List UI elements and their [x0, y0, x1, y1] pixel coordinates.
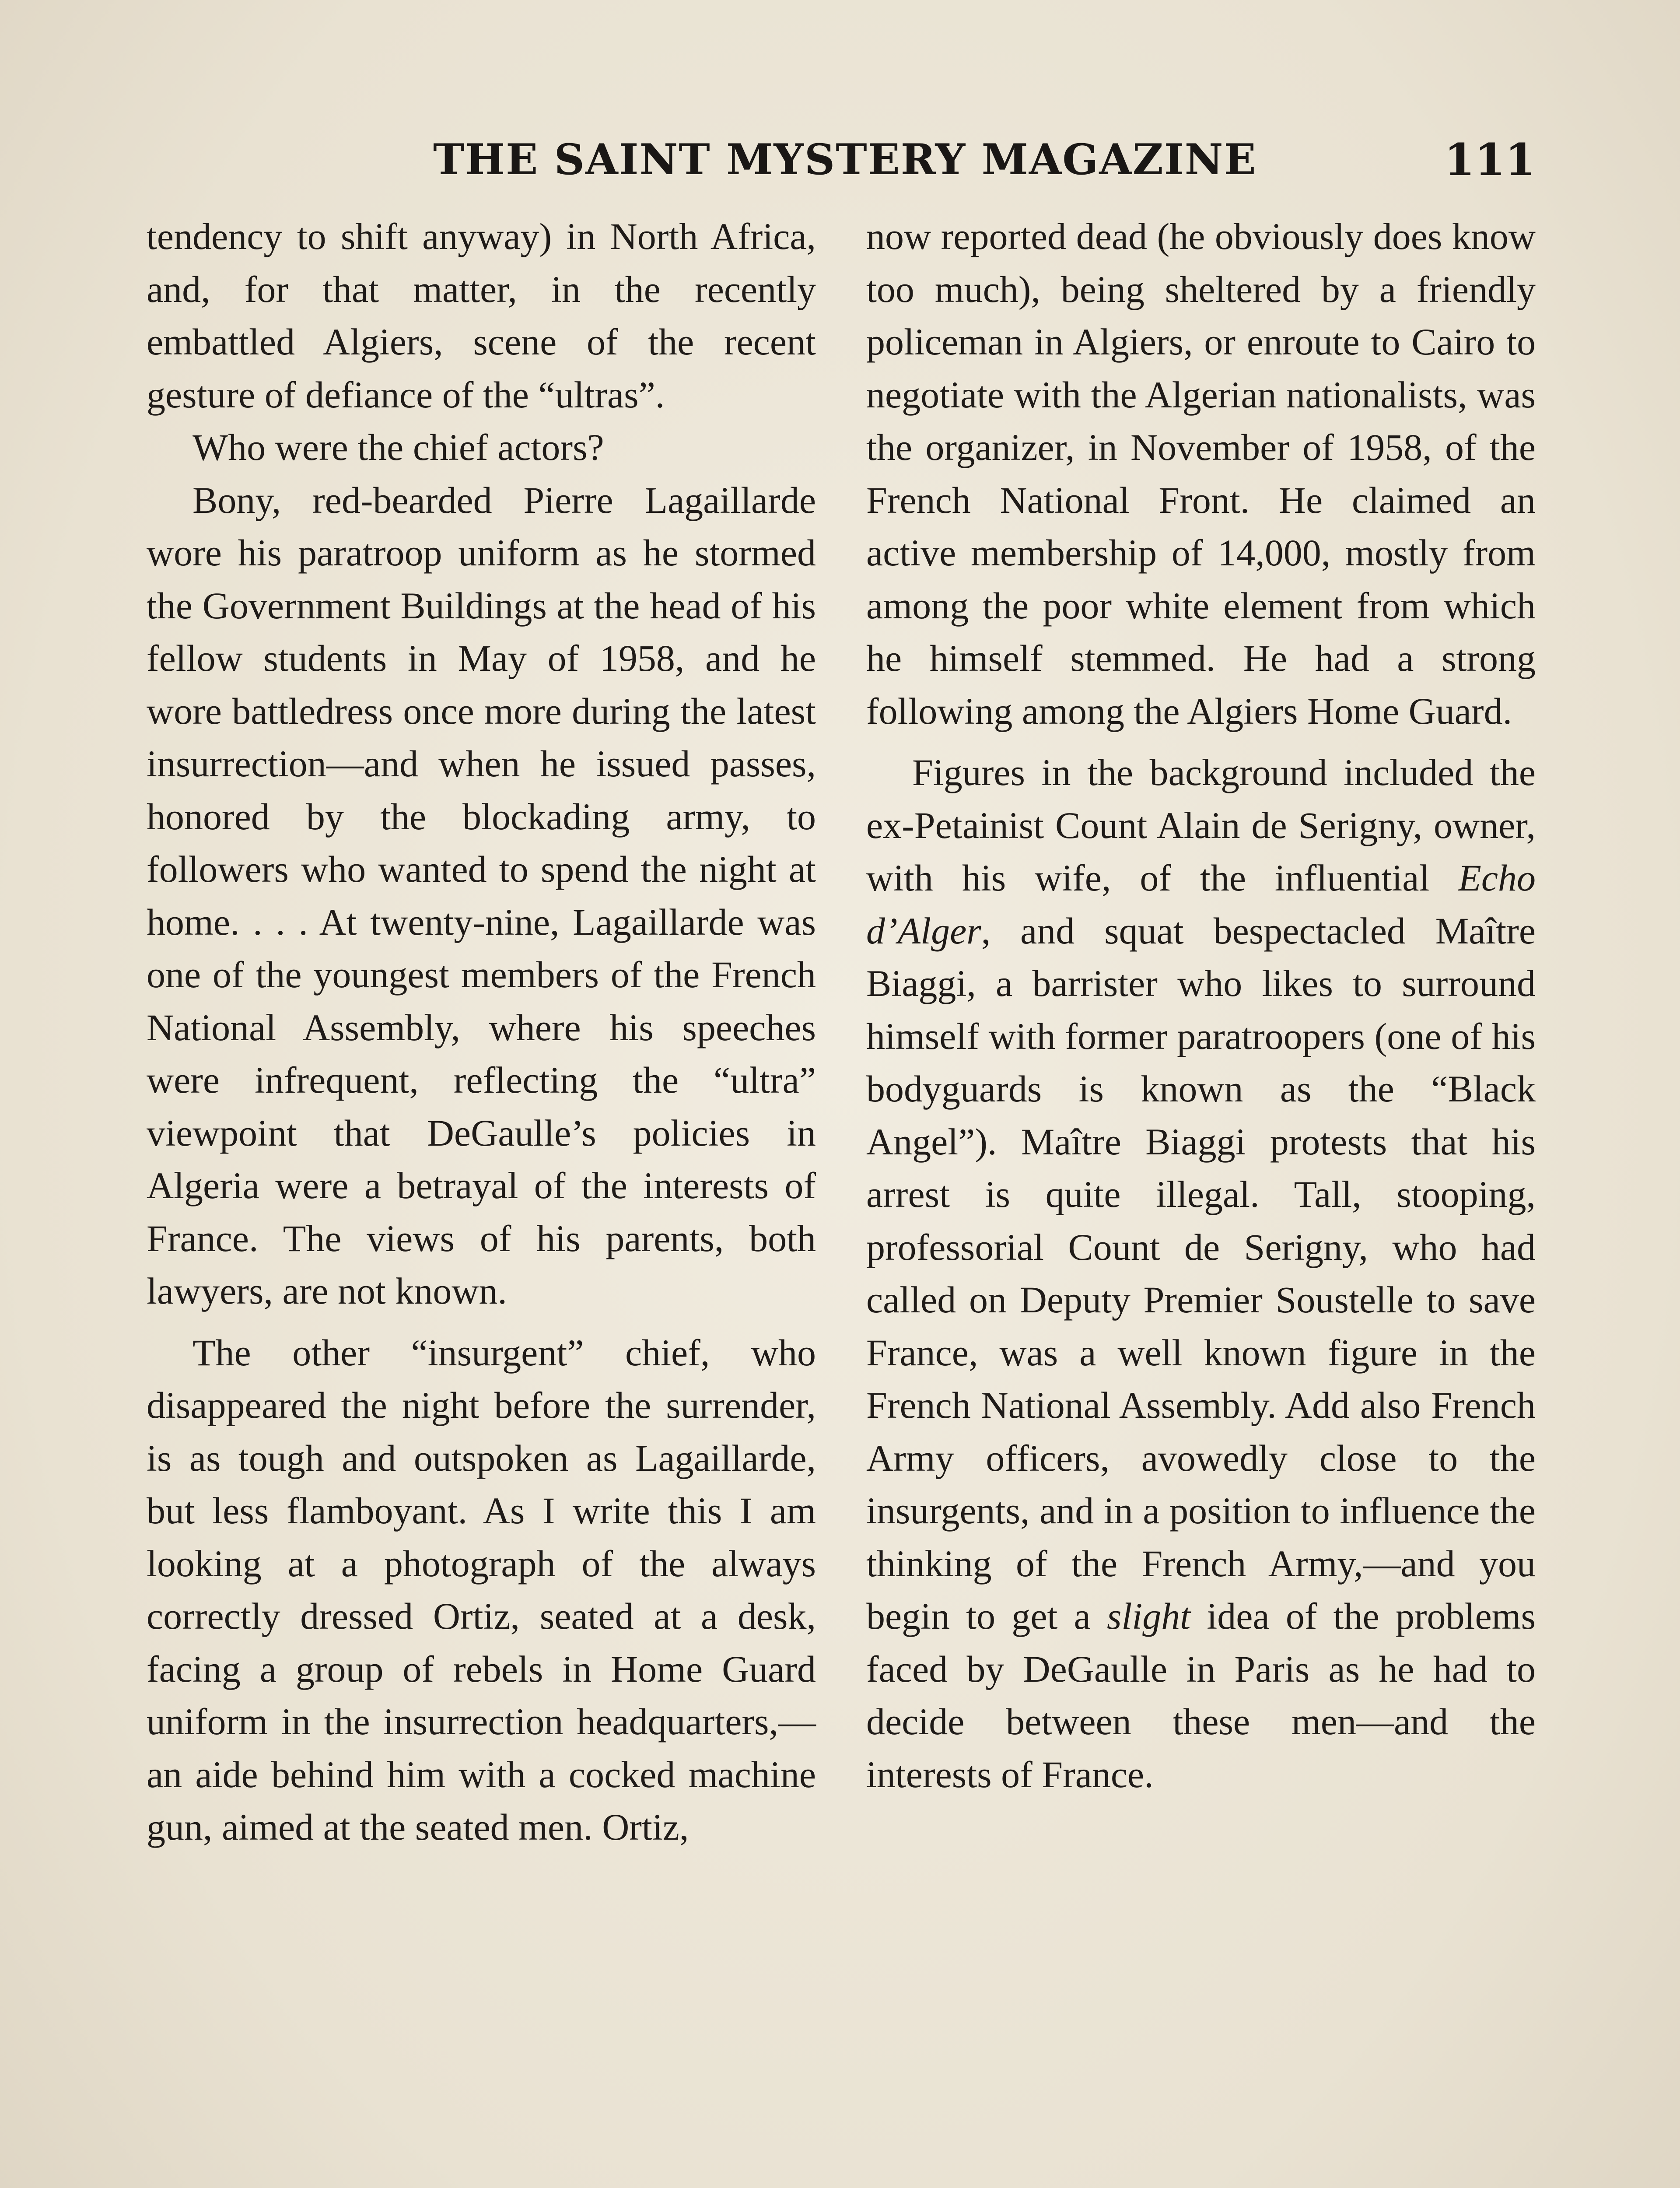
paragraph-ortiz: The other “insurgent” chief, who disappeared the night before the surrender, is as tough and outspoken as Lagaillarde, but less flamboyant. As I write this I am looking at a photograph of the always correctly dressed Ortiz, seated at a desk, facing a group of rebels in Home Guard uniform in the insurrection headquarters,—an aide behind him with a cocked machine gun, aimed at the seated men. Ortiz, — [147, 1331, 816, 1848]
right-column — [866, 210, 1536, 1801]
paragraph-question: Who were the chief actors? — [192, 426, 604, 468]
paragraph-continued: tendency to shift anyway) in North Africa, and, for that matter, in the recently embattled Algiers, scene of the recent gesture of defiance of the “ultras”. — [147, 215, 816, 416]
paragraph-background-figures — [866, 746, 1536, 1801]
paragraph-lagaillarde: Bony, red-bearded Pierre Lagaillarde wore his paratroop uniform as he stormed the Government Buildings at the head of his fellow students in May of 1958, and he wore battledress once more during the latest insurrection—and when he issued passes, honored by the blockading army, to followers who wanted to spend the night at home. . . . At twenty-nine, Lagaillarde was one of the youngest members of the French National Assembly, where his speeches were infrequent, reflecting the “ultra” viewpoint that DeGaulle’s policies in Algeria were a betrayal of the interests of France. The views of his parents, both lawyers, are not known. — [147, 479, 816, 1312]
emphasis-word: slight — [1107, 1595, 1191, 1637]
running-header — [433, 127, 1536, 193]
text-run: idea of the problems faced by DeGaulle in Paris as he had to decide between these men—and the interests of France. — [866, 1595, 1536, 1795]
magazine-title: THE SAINT MYSTERY MAGAZINE — [433, 135, 1257, 184]
text-run: Figures in the background included the ex-Petainist Count Alain de Serigny, owner, with his wife, of the influential — [866, 751, 1536, 899]
text-run: , and squat bespectacled Maître Biaggi, a barrister who likes to surround himself with former paratroopers (one of his bodyguards is known as the “Black Angel”). Maître Biaggi protests that his arrest is quite illegal. Tall, stooping, professorial Count de Serigny, who had called on Deputy Premier Soustelle to save France, was a well known figure in the French National Assembly. Add also French Army officers, avowedly close to the insurgents, and in a position to influence the thinking of the French Army,—and you begin to get a — [866, 909, 1536, 1637]
newspaper-title: Echo d’Alger — [866, 857, 1536, 952]
page-number: 111 — [1444, 134, 1536, 186]
paragraph-ortiz-continued: now reported dead (he obviously does know too much), being sheltered by a friendly policeman in Algiers, or enroute to Cairo to negotiate with the Algerian nationalists, was the organizer, in November of 1958, of the French National Front. He claimed an active membership of 14,000, mostly from among the poor white element from which he himself stemmed. He had a strong following among the Algiers Home Guard. — [866, 215, 1536, 732]
left-column — [147, 210, 816, 1854]
